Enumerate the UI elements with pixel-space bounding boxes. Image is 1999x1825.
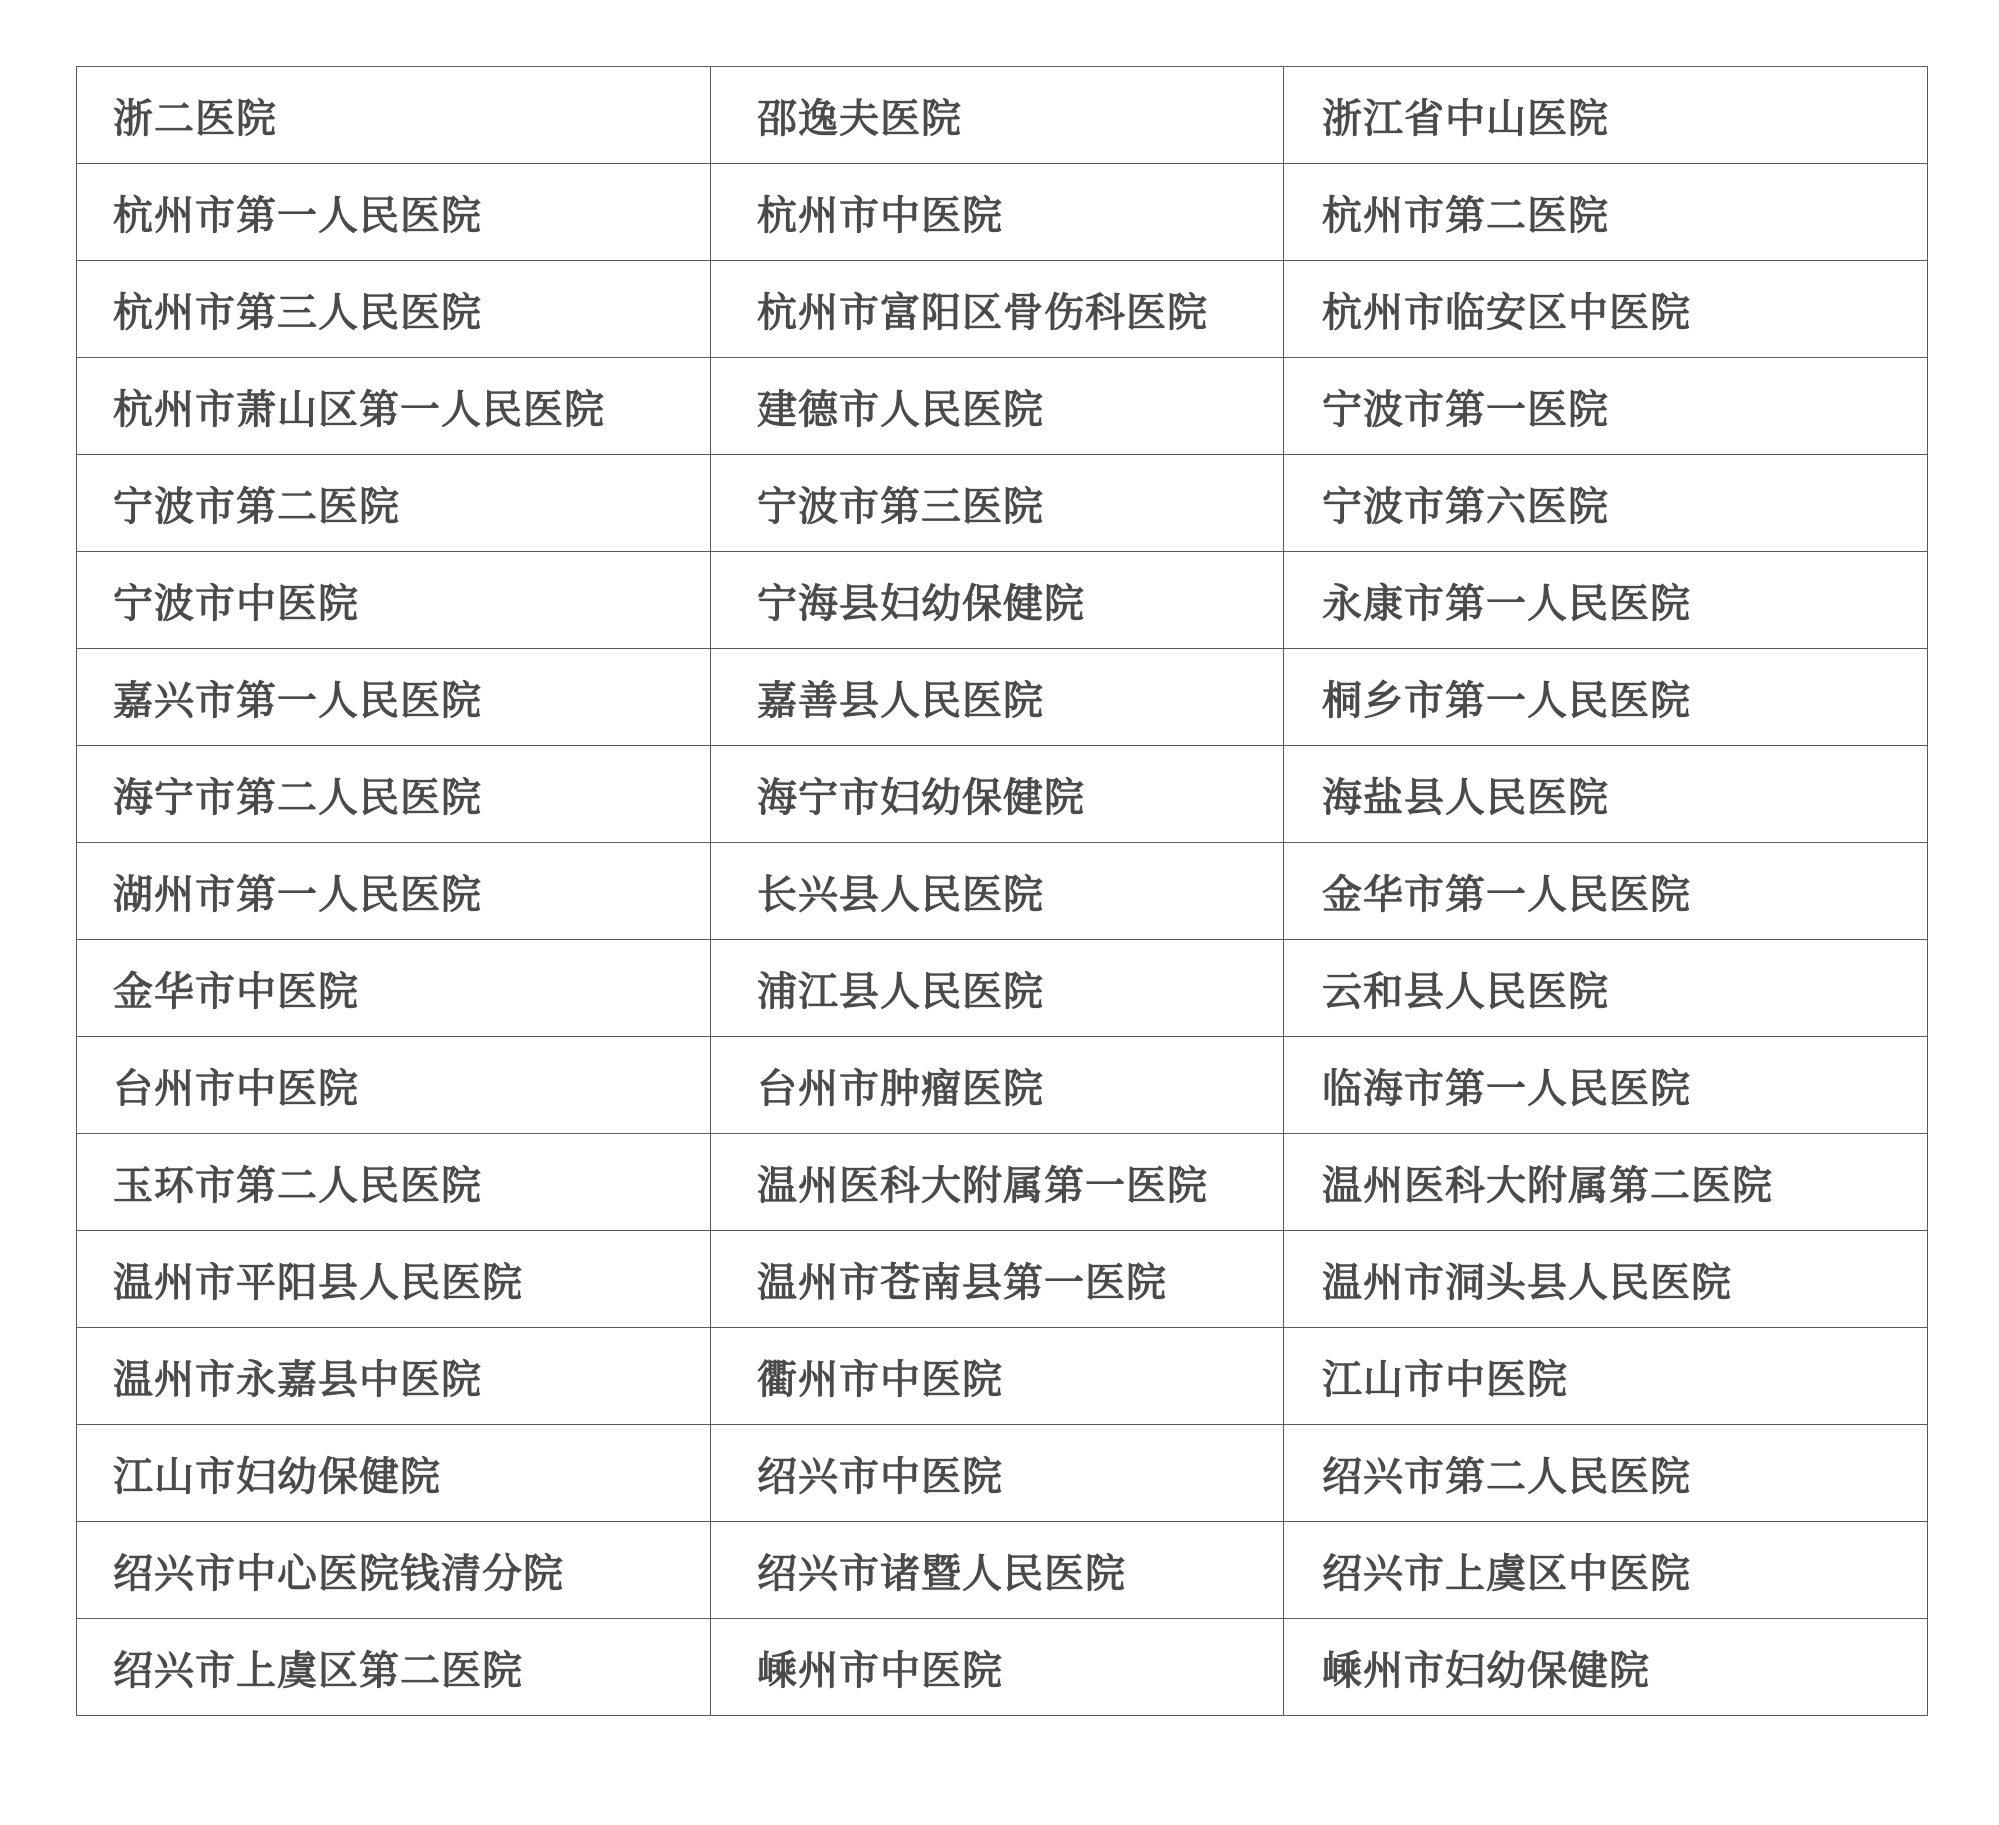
hospital-cell: 浙江省中山医院 [1284, 67, 1928, 164]
hospital-cell: 云和县人民医院 [1284, 940, 1928, 1037]
table-row [77, 1425, 1928, 1522]
hospital-cell: 金华市第一人民医院 [1284, 843, 1928, 940]
hospital-cell: 海盐县人民医院 [1284, 746, 1928, 843]
hospital-cell: 玉环市第二人民医院 [77, 1134, 711, 1231]
table-row [77, 649, 1928, 746]
hospital-cell: 温州市永嘉县中医院 [77, 1328, 711, 1425]
hospital-cell: 浙二医院 [77, 67, 711, 164]
table-row [77, 1134, 1928, 1231]
hospital-cell: 台州市肿瘤医院 [711, 1037, 1284, 1134]
hospital-cell: 杭州市第二医院 [1284, 164, 1928, 261]
hospital-cell: 绍兴市上虞区第二医院 [77, 1619, 711, 1716]
hospital-cell: 衢州市中医院 [711, 1328, 1284, 1425]
hospital-cell: 邵逸夫医院 [711, 67, 1284, 164]
hospital-cell: 江山市妇幼保健院 [77, 1425, 711, 1522]
hospital-cell: 温州市平阳县人民医院 [77, 1231, 711, 1328]
hospital-cell: 嘉善县人民医院 [711, 649, 1284, 746]
table-row [77, 455, 1928, 552]
hospital-cell: 绍兴市第二人民医院 [1284, 1425, 1928, 1522]
table-row [77, 1619, 1928, 1716]
table-row [77, 1522, 1928, 1619]
hospital-cell: 杭州市中医院 [711, 164, 1284, 261]
table-row [77, 940, 1928, 1037]
hospital-cell: 杭州市萧山区第一人民医院 [77, 358, 711, 455]
hospital-cell: 宁波市中医院 [77, 552, 711, 649]
hospital-cell: 宁波市第一医院 [1284, 358, 1928, 455]
hospital-cell: 温州医科大附属第二医院 [1284, 1134, 1928, 1231]
hospital-cell: 海宁市妇幼保健院 [711, 746, 1284, 843]
hospital-cell: 海宁市第二人民医院 [77, 746, 711, 843]
hospital-cell: 浦江县人民医院 [711, 940, 1284, 1037]
table-row [77, 552, 1928, 649]
hospital-cell: 绍兴市上虞区中医院 [1284, 1522, 1928, 1619]
hospital-cell: 嵊州市妇幼保健院 [1284, 1619, 1928, 1716]
table-row [77, 843, 1928, 940]
table-row [77, 67, 1928, 164]
hospital-cell: 长兴县人民医院 [711, 843, 1284, 940]
hospital-cell: 永康市第一人民医院 [1284, 552, 1928, 649]
hospital-cell: 临海市第一人民医院 [1284, 1037, 1928, 1134]
hospital-cell: 宁波市第三医院 [711, 455, 1284, 552]
hospital-cell: 杭州市第三人民医院 [77, 261, 711, 358]
hospital-cell: 桐乡市第一人民医院 [1284, 649, 1928, 746]
hospital-cell: 温州市洞头县人民医院 [1284, 1231, 1928, 1328]
hospital-cell: 建德市人民医院 [711, 358, 1284, 455]
hospital-list-table [76, 66, 1928, 1716]
hospital-cell: 宁波市第六医院 [1284, 455, 1928, 552]
table-row [77, 1037, 1928, 1134]
hospital-cell: 宁海县妇幼保健院 [711, 552, 1284, 649]
hospital-cell: 绍兴市诸暨人民医院 [711, 1522, 1284, 1619]
hospital-cell: 绍兴市中医院 [711, 1425, 1284, 1522]
table-row [77, 358, 1928, 455]
hospital-cell: 台州市中医院 [77, 1037, 711, 1134]
hospital-table-body [77, 67, 1928, 1716]
hospital-cell: 嘉兴市第一人民医院 [77, 649, 711, 746]
hospital-cell: 杭州市富阳区骨伤科医院 [711, 261, 1284, 358]
hospital-cell: 湖州市第一人民医院 [77, 843, 711, 940]
hospital-cell: 嵊州市中医院 [711, 1619, 1284, 1716]
table-row [77, 746, 1928, 843]
table-row [77, 164, 1928, 261]
hospital-cell: 杭州市临安区中医院 [1284, 261, 1928, 358]
table-row [77, 261, 1928, 358]
hospital-cell: 江山市中医院 [1284, 1328, 1928, 1425]
hospital-cell: 绍兴市中心医院钱清分院 [77, 1522, 711, 1619]
hospital-cell: 杭州市第一人民医院 [77, 164, 711, 261]
table-row [77, 1231, 1928, 1328]
hospital-cell: 金华市中医院 [77, 940, 711, 1037]
hospital-cell: 温州医科大附属第一医院 [711, 1134, 1284, 1231]
hospital-cell: 宁波市第二医院 [77, 455, 711, 552]
hospital-cell: 温州市苍南县第一医院 [711, 1231, 1284, 1328]
table-row [77, 1328, 1928, 1425]
